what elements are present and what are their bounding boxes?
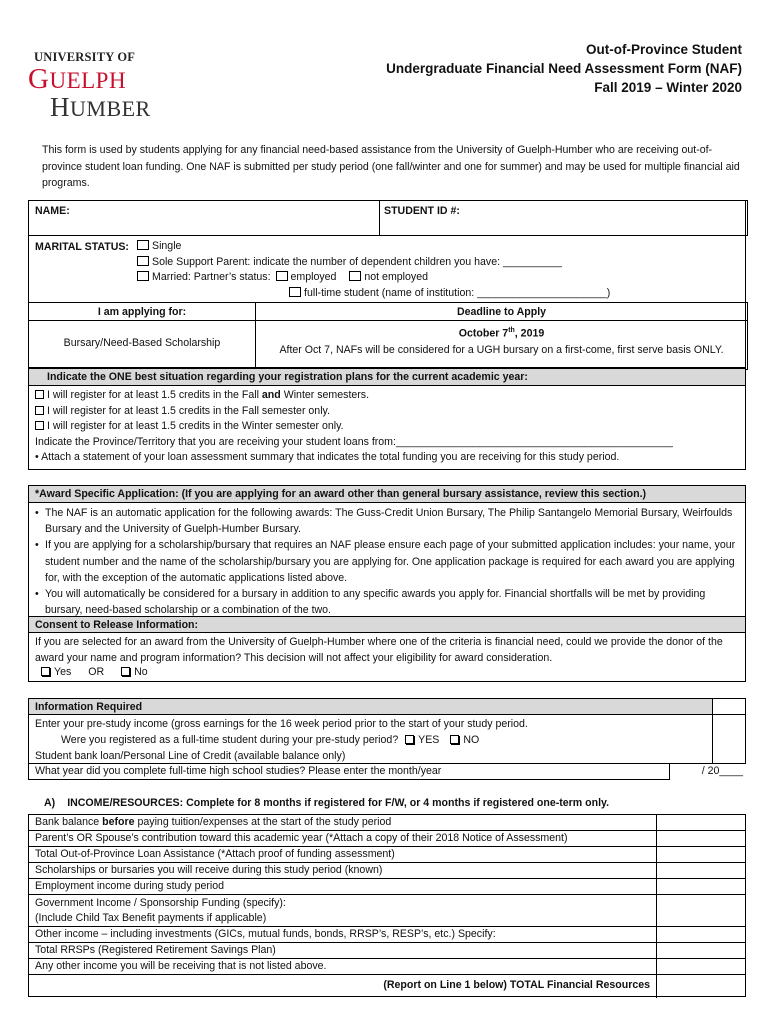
award-section <box>28 485 746 682</box>
income-row-rrsp: Total RRSPs (Registered Retirement Savings Plan) <box>29 943 656 959</box>
amount-rrsp[interactable] <box>657 943 746 959</box>
registration-header: Indicate the ONE best situation regarding your registration plans for the current academic year: <box>29 369 745 386</box>
amount-bank-balance[interactable] <box>657 815 746 831</box>
pre-study-yes-checkbox[interactable] <box>405 735 414 744</box>
partner-employed-checkbox[interactable] <box>276 271 288 281</box>
pre-study-no-checkbox[interactable] <box>450 735 459 744</box>
option-single: Single <box>137 239 610 255</box>
title-line-1: Out-of-Province Student <box>586 42 742 57</box>
amount-loan-assistance[interactable] <box>657 847 746 863</box>
income-table <box>28 814 746 997</box>
bank-loan-text: Student bank loan/Personal Line of Credit (available balance only) <box>35 750 346 762</box>
amount-scholarships[interactable] <box>657 863 746 879</box>
deadline-cell <box>255 320 748 370</box>
winter-only-checkbox[interactable] <box>35 421 44 430</box>
option-winter-only: I will register for at least 1.5 credits in the Winter semester only. <box>35 419 673 435</box>
registration-section <box>28 368 746 470</box>
header-blank-cell <box>713 699 746 715</box>
high-school-year-field[interactable]: / 20____ <box>669 764 747 780</box>
applying-for-header: I am applying for: <box>28 302 256 321</box>
income-amounts-column <box>657 815 746 998</box>
information-required-section <box>28 698 746 780</box>
deadline-header: Deadline to Apply <box>255 302 748 321</box>
pre-study-income-text: Enter your pre-study income (gross earnings for the 16 week period prior to the start of your study period. <box>35 718 528 730</box>
award-header: *Award Specific Application: (If you are applying for an award other than general bursary assistance, review this section.) <box>29 486 745 503</box>
single-checkbox[interactable] <box>137 240 149 250</box>
marital-status-label: MARITAL STATUS: <box>35 241 129 253</box>
option-sole-support: Sole Support Parent: indicate the number of dependent children you have: __________ <box>137 255 610 271</box>
bullet-icon: • <box>35 451 39 463</box>
title-line-3: Fall 2019 – Winter 2020 <box>594 80 742 95</box>
logo-line-guelph: GUELPH <box>28 62 127 95</box>
consent-text: If you are selected for an award from the University of Guelph-Humber where one of the criteria is financial need, could we provide the donor of the award your name and program information? This decision will not affect your eligibility for award consideration. <box>35 636 723 664</box>
amount-any-other[interactable] <box>657 959 746 975</box>
income-labels-column <box>29 815 657 998</box>
pre-study-income-row <box>29 715 713 764</box>
high-school-row: What year did you complete full-time high school studies? Please enter the month/year <box>29 764 713 780</box>
program-cell: Bursary/Need-Based Scholarship <box>28 320 256 370</box>
option-fall-only: I will register for at least 1.5 credits in the Fall semester only. <box>35 404 673 420</box>
award-bullet-scholarship: • If you are applying for a scholarship/bursary that requires an NAF please ensure each page of your submitted application includes: your name, your student number and the name of the scholarship/bursary you are applying for. One application package is required for each award you are applying for, with the exception of the automatic applications listed above. <box>33 537 739 586</box>
income-row-government: Government Income / Sponsorship Funding (specify): (Include Child Tax Benefit payments if applicable) <box>29 895 656 927</box>
name-field[interactable] <box>28 200 380 236</box>
option-fall-winter: I will register for at least 1.5 credits in the Fall and Winter semesters. <box>35 388 673 404</box>
deadline-note: After Oct 7, NAFs will be considered for a UGH bursary on a first-come, first serve basis ONLY. <box>279 343 724 356</box>
income-row-parent-contribution: Parent’s OR Spouse’s contribution toward this academic year (*Attach a copy of their 2018 Notice of Assessment) <box>29 831 656 847</box>
consent-no-checkbox[interactable] <box>121 667 130 676</box>
award-bullets <box>33 505 739 618</box>
intro-paragraph: This form is used by students applying for any financial need-based assistance from the University of Guelph-Humber who are receiving out-of-province student loan funding. One NAF is submitted per study period (one fall/winter and one for summer) and may be used for multiple financial aid programs. <box>42 144 740 189</box>
sole-support-checkbox[interactable] <box>137 256 149 266</box>
consent-options: Yes OR No <box>41 666 148 679</box>
income-row-bank-balance: Bank balance before paying tuition/expenses at the start of the study period <box>29 815 656 831</box>
partner-fulltime-checkbox[interactable] <box>289 287 301 297</box>
option-married: Married: Partner’s status: employed not employed <box>137 270 610 286</box>
consent-yes-checkbox[interactable] <box>41 667 50 676</box>
attach-statement-note: • Attach a statement of your loan assessment summary that indicates the total funding you are receiving for this study period. <box>35 451 620 463</box>
amount-employment[interactable] <box>657 879 746 895</box>
amount-government[interactable] <box>657 895 746 927</box>
deadline-date: October 7th, 2019 <box>458 327 545 340</box>
amount-other[interactable] <box>657 927 746 943</box>
pre-study-amount-cell[interactable] <box>713 715 746 764</box>
income-heading: A) INCOME/RESOURCES: Complete for 8 months if registered for F/W, or 4 months if registered one-term only. <box>44 797 610 809</box>
income-row-employment: Employment income during study period <box>29 879 656 895</box>
registration-options <box>35 388 673 466</box>
form-title <box>386 40 742 97</box>
information-required-header: Information Required <box>29 699 713 715</box>
logo-line-university-of: UNIVERSITY OF <box>34 50 136 64</box>
option-fulltime-student: full-time student (name of institution: ______________________) <box>137 286 610 302</box>
married-checkbox[interactable] <box>137 271 149 281</box>
income-row-any-other: Any other income you will be receiving that is not listed above. <box>29 959 656 975</box>
fall-only-checkbox[interactable] <box>35 406 44 415</box>
marital-options <box>137 239 610 301</box>
student-id-field[interactable] <box>379 200 748 236</box>
consent-header: Consent to Release Information: <box>29 616 745 633</box>
partner-not-employed-checkbox[interactable] <box>349 271 361 281</box>
name-label: NAME: <box>35 205 70 217</box>
income-row-other: Other income – including investments (GICs, mutual funds, bonds, RRSP’s, RESP’s, etc.) Specify: <box>29 927 656 943</box>
pre-study-fulltime-question: Were you registered as a full-time student during your pre-study period? YES NO <box>61 734 480 746</box>
university-logo <box>28 50 188 123</box>
logo-line-humber: HUMBER <box>50 92 151 123</box>
province-field[interactable]: Indicate the Province/Territory that you are receiving your student loans from:_______________________________________________ <box>35 435 673 448</box>
amount-parent-contribution[interactable] <box>657 831 746 847</box>
personal-info-section <box>28 200 746 368</box>
income-row-scholarships: Scholarships or bursaries you will receive during this study period (known) <box>29 863 656 879</box>
income-row-loan-assistance: Total Out-of-Province Loan Assistance (*Attach proof of funding assessment) <box>29 847 656 863</box>
income-total-label: (Report on Line 1 below) TOTAL Financial Resources <box>383 979 650 991</box>
title-line-2: Undergraduate Financial Need Assessment Form (NAF) <box>386 61 742 76</box>
award-bullet-automatic: • The NAF is an automatic application for the following awards: The Guss-Credit Union Bursary, The Philip Santangelo Memorial Bursary, Weirfoulds Bursary and the University of Guelph-Humber Bursary. <box>33 505 739 537</box>
student-id-label: STUDENT ID #: <box>384 205 460 217</box>
fall-winter-checkbox[interactable] <box>35 390 44 399</box>
award-bullet-automatic-bursary: • You will automatically be considered for a bursary in addition to any specific awards you apply for. Financial shortfalls will be met by providing bursary, need-based scholarship or a combination of the two. <box>33 586 739 618</box>
amount-total[interactable] <box>657 975 746 997</box>
